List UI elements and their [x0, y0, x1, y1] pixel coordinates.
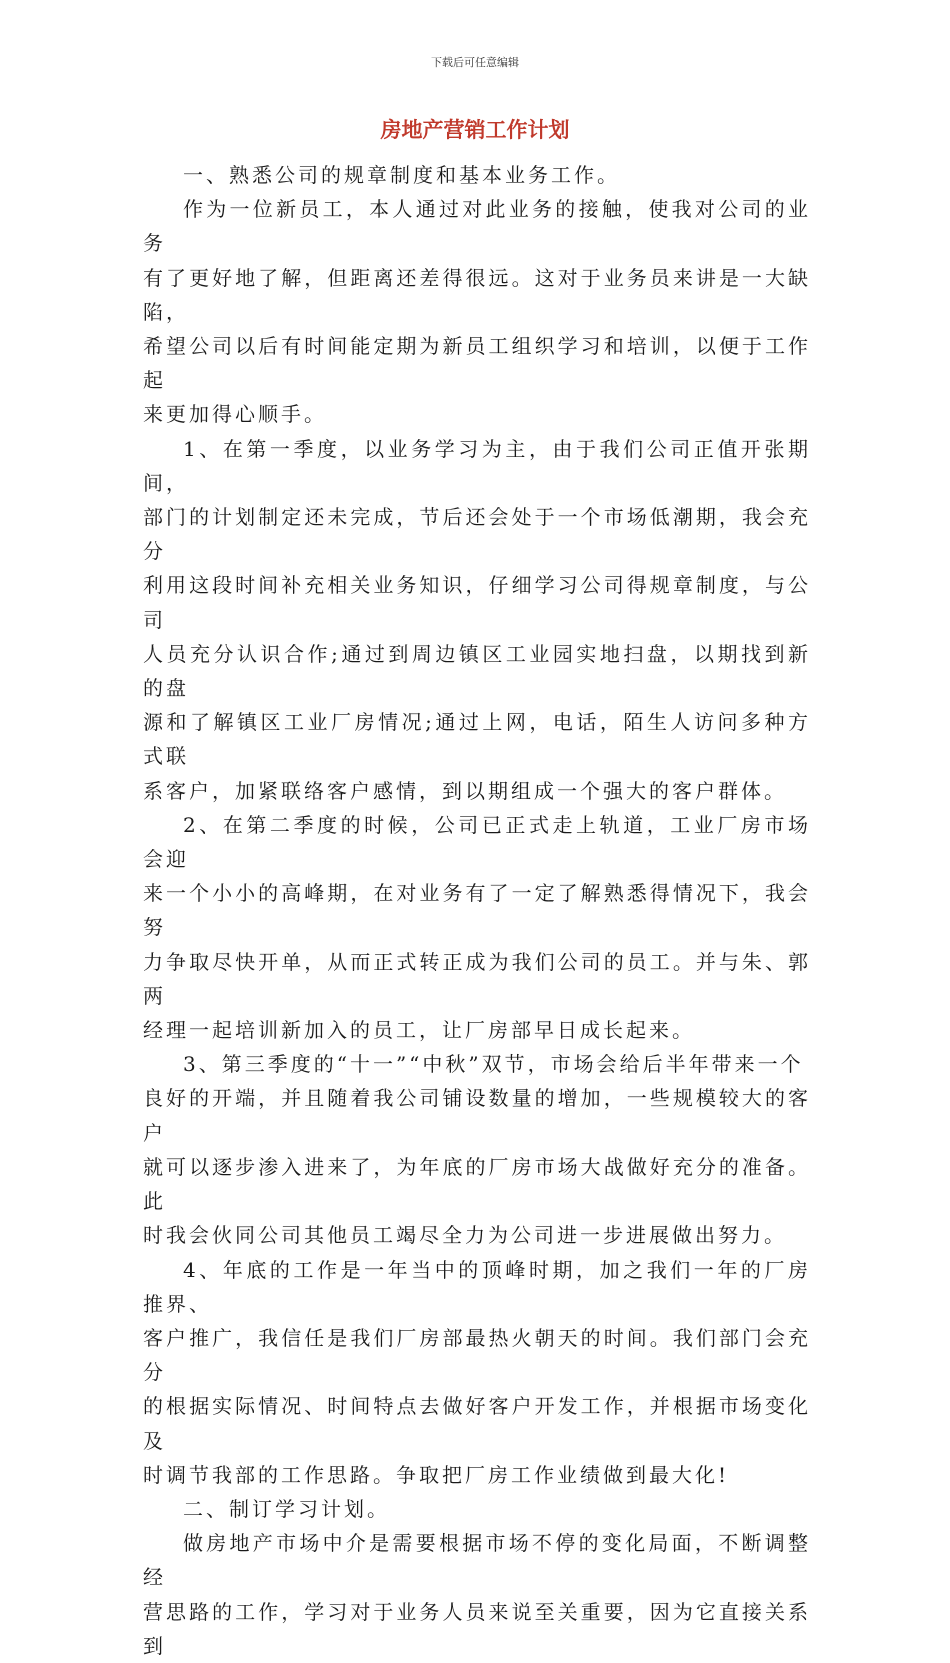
paragraph-q4: 4、年底的工作是一年当中的顶峰时期，加之我们一年的厂房推界、 客户推广，我信任是我们厂房部最热火朝天的时间。我们部门会充分 的根据实际情况、时间特点去做好客户开发工作，并根据市场变化及 时调节我部的工作思路。争取把厂房工作业绩做到最大化! — [143, 1257, 811, 1487]
paragraph-section-1-heading: 一、熟悉公司的规章制度和基本业务工作。 — [183, 163, 620, 187]
document-title: 房地产营销工作计划 — [380, 118, 570, 142]
document-body — [143, 158, 811, 1663]
paragraph-intro: 作为一位新员工，本人通过对此业务的接触，使我对公司的业务 有了更好地了解，但距离还差得很远。这对于业务员来讲是一大缺陷， 希望公司以后有时间能定期为新员工组织学习和培训，以便于工作起 来更加得心顺手。 — [143, 197, 811, 427]
header-note: 下载后可任意编辑 — [431, 56, 519, 69]
paragraph-study-plan: 做房地产市场中介是需要根据市场不停的变化局面，不断调整经 营思路的工作，学习对于业务人员来说至关重要，因为它直接关系到 — [143, 1531, 811, 1658]
paragraph-q1: 1、在第一季度，以业务学习为主，由于我们公司正值开张期间， 部门的计划制定还未完成，节后还会处于一个市场低潮期，我会充分 利用这段时间补充相关业务知识，仔细学习公司得规章制度，与公司 人员充分认识合作;通过到周边镇区工业园实地扫盘，以期找到新的盘 源和了解镇区工业厂房情况;通过上网，电话，陌生人访问多种方式联 系客户，加紧联络客户感情，到以期组成一个强大的客户群体。 — [143, 436, 811, 803]
paragraph-q2: 2、在第二季度的时候，公司已正式走上轨道，工业厂房市场会迎 来一个小小的高峰期，在对业务有了一定了解熟悉得情况下，我会努 力争取尽快开单，从而正式转正成为我们公司的员工。并与朱、郭两 经理一起培训新加入的员工，让厂房部早日成长起来。 — [143, 812, 811, 1043]
paragraph-section-2-heading: 二、制订学习计划。 — [183, 1496, 390, 1521]
paragraph-q3: 3、第三季度的“十一”“中秋”双节，市场会给后半年带来一个 良好的开端，并且随着我公司铺设数量的增加，一些规模较大的客户 就可以逐步渗入进来了，为年底的厂房市场大战做好充分的准备。此 时我会伙同公司其他员工竭尽全力为公司进一步进展做出努力。 — [143, 1052, 811, 1248]
